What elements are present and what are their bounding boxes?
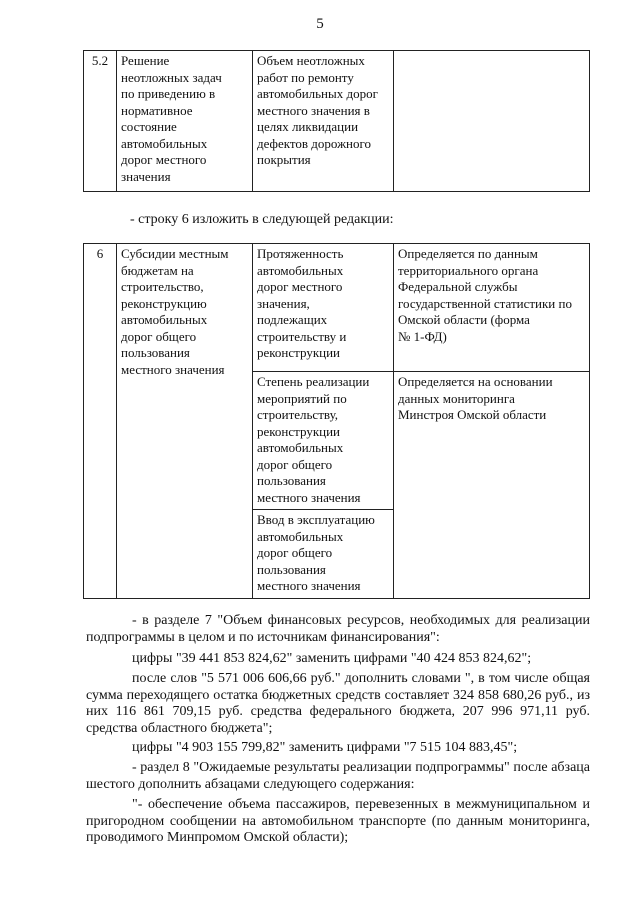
- task-name: [117, 51, 253, 192]
- indicator-cell: [253, 244, 394, 372]
- text-line: Решение: [121, 53, 170, 68]
- text-line: Федеральной службы: [398, 279, 518, 294]
- text-line: нормативное: [121, 102, 193, 118]
- table-row-6: [83, 243, 590, 599]
- text-line: дорог общего: [257, 545, 333, 560]
- text-line: работ по ремонту: [257, 69, 354, 85]
- text-line: значения: [121, 168, 171, 184]
- indicator-cell: [253, 372, 394, 510]
- text-line: строительство,: [121, 279, 204, 294]
- text-line: пользования: [257, 473, 326, 488]
- text-line: автомобильных: [257, 440, 344, 455]
- text-line: автомобильных: [257, 262, 344, 278]
- text-line: мероприятий по: [257, 390, 347, 406]
- text-line: государственной статистики по: [398, 295, 572, 311]
- text-line: подлежащих: [257, 312, 328, 327]
- row-number: 6: [84, 244, 117, 599]
- text-line: пользования: [257, 561, 326, 577]
- text-line: по приведению в: [121, 86, 216, 101]
- text-line: покрытия: [257, 152, 311, 167]
- text-line: автомобильных: [121, 312, 208, 327]
- indicator-cell: [253, 51, 394, 192]
- text-line: данных мониторинга: [398, 390, 515, 406]
- paragraph: - раздел 8 "Ожидаемые результаты реализации подпрограммы" после абзаца шестого дополнить абзацами следующего содержания:: [86, 760, 590, 792]
- text-line: Ввод в эксплуатацию: [257, 512, 375, 527]
- page-number: 5: [316, 16, 324, 32]
- text-line: бюджетам на: [121, 262, 194, 278]
- text-line: автомобильных дорог: [257, 86, 378, 101]
- text-line: Омской области (форма: [398, 312, 530, 327]
- paragraph: цифры "4 903 155 799,82" заменить цифрами "7 515 104 883,45";: [132, 740, 518, 755]
- subsidy-name: [117, 244, 253, 599]
- text-line: местного значения: [121, 361, 225, 377]
- paragraph: цифры "39 441 853 824,62" заменить цифрами "40 424 853 824,62";: [132, 651, 532, 666]
- text-line: автомобильных: [257, 528, 344, 544]
- paragraph: после слов "5 571 006 606,66 руб." дополнить словами ", в том числе общая сумма переходящего остатка бюджетных средств составляет 324 858 680,26 руб., из них 116 861 709,15 руб. средства федерального бюджета, 207 996 971,11 руб. средства областного бюджета";: [86, 671, 590, 736]
- text-line: строительству,: [257, 407, 339, 422]
- table-row-5-2: [83, 50, 590, 192]
- indicator-cell: [253, 510, 394, 599]
- row-number: 5.2: [84, 51, 117, 192]
- text-line: целях ликвидации: [257, 119, 359, 134]
- text-line: местного значения в: [257, 102, 370, 118]
- method-cell: [394, 51, 590, 192]
- text-line: реконструкцию: [121, 295, 207, 311]
- text-line: состояние: [121, 119, 177, 134]
- text-line: неотложных задач: [121, 69, 222, 85]
- text-line: территориального органа: [398, 262, 539, 278]
- text-line: дорог общего: [257, 456, 333, 472]
- paragraph: "- обеспечение объема пассажиров, перевезенных в межмуниципальном и пригородном сообщении на автомобильном транспорте (по данным мониторинга, проводимого Минпромом Омской области);: [86, 797, 590, 845]
- text-line: местного значения: [257, 489, 361, 505]
- text-line: Субсидии местным: [121, 246, 229, 261]
- text-line: реконструкции: [257, 345, 341, 360]
- text-line: автомобильных: [121, 135, 208, 151]
- text-line: значения,: [257, 295, 310, 311]
- text-line: Степень реализации: [257, 374, 370, 389]
- text-line: дорог местного: [257, 279, 343, 294]
- text-line: местного значения: [257, 578, 361, 593]
- paragraph: - в разделе 7 "Объем финансовых ресурсов, необходимых для реализации подпрограммы в целом и по источникам финансирования":: [86, 613, 590, 645]
- text-line: строительству и: [257, 328, 347, 344]
- text-line: дорог местного: [121, 152, 207, 167]
- text-line: дорог общего: [121, 328, 197, 344]
- text-line: Протяженность: [257, 246, 344, 261]
- text-line: Объем неотложных: [257, 53, 365, 68]
- text-line: Минстроя Омской области: [398, 407, 547, 422]
- text-line: пользования: [121, 345, 190, 360]
- method-cell: [394, 372, 590, 599]
- method-cell: [394, 244, 590, 372]
- instruction-row-6: - строку 6 изложить в следующей редакции:: [130, 212, 394, 227]
- text-line: Определяется по данным: [398, 246, 538, 261]
- text-line: № 1-ФД): [398, 328, 447, 344]
- text-line: Определяется на основании: [398, 374, 553, 389]
- text-line: реконструкции: [257, 423, 341, 439]
- text-line: дефектов дорожного: [257, 135, 372, 151]
